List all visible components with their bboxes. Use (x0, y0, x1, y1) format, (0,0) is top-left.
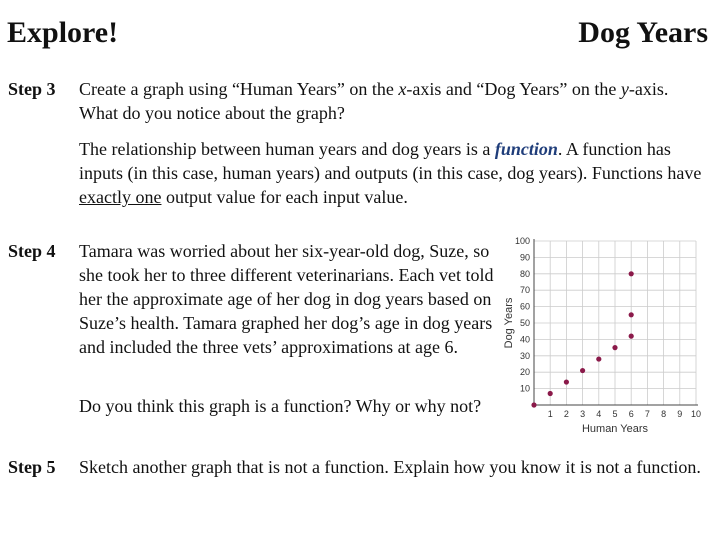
y-tick-label: 80 (519, 268, 530, 279)
y-tick-label: 90 (519, 252, 530, 263)
step-3-text-a: Create a graph using “Human Years” on the (79, 79, 399, 99)
x-tick-label: 10 (690, 409, 702, 419)
data-point (629, 334, 634, 339)
step-4-text: Tamara was worried about her six-year-old dog, Suze, so she took her to three different veterinarians. Each vet told her the approximate age of her dog in dog years based on Suze’s health. Tamara graphed her dog’s age in dog years and included the three vets’ approximations at age 6. (79, 241, 494, 357)
step-4-question: Do you think this graph is a function? Why or why not? (79, 396, 482, 416)
y-tick-label: 50 (519, 318, 530, 328)
data-point (531, 402, 536, 407)
data-point (612, 345, 617, 350)
x-axis-title: Human Years (581, 423, 649, 435)
step-3-text-b: -axis and “Dog Years” on the (406, 79, 621, 99)
step-4-label: Step 4 (8, 241, 56, 261)
function-term: function (494, 139, 558, 159)
step-5-text: Sketch another graph that is not a function. Explain how you know it is not a function. (79, 457, 701, 477)
step-3-explanation (79, 137, 714, 209)
data-point (564, 379, 569, 384)
y-tick-label: 40 (519, 334, 530, 345)
y-tick-label: 70 (519, 285, 530, 296)
data-point (548, 391, 553, 396)
page-title: Explore! (7, 16, 119, 49)
y-axis-title: Dog Years (503, 297, 515, 349)
x-variable: x (398, 79, 407, 99)
step-3-expl-c: output value for each input value. (161, 187, 408, 207)
y-tick-label: 100 (514, 236, 530, 246)
dog-years-scatter-chart (498, 232, 708, 437)
x-tick-label: 2 (563, 409, 569, 419)
x-tick-label: 9 (677, 409, 683, 419)
step-3-expl-a: The relationship between human years and dog years is a (79, 139, 495, 159)
y-variable: y (620, 79, 629, 99)
exactly-one-emphasis: exactly one (79, 187, 162, 207)
step-3-label: Step 3 (8, 79, 56, 99)
data-point (629, 271, 634, 276)
step-3-expl-b: . A function has inputs (in this case, human years) and outputs (in this case, dog years). Functions have (79, 139, 702, 183)
step-5-label: Step 5 (8, 457, 56, 477)
x-tick-label: 3 (580, 409, 586, 419)
data-point (629, 312, 634, 317)
x-tick-label: 6 (628, 409, 634, 419)
x-tick-label: 1 (547, 409, 553, 419)
x-tick-label: 4 (596, 409, 602, 419)
y-tick-label: 60 (519, 301, 530, 312)
step-3-prompt (79, 77, 694, 125)
x-tick-label: 5 (612, 409, 618, 419)
y-tick-label: 10 (519, 383, 530, 394)
data-point (580, 368, 585, 373)
data-point (596, 356, 601, 361)
step-3-text-c: -axis. What do you notice about the graph? (79, 79, 669, 123)
x-tick-label: 8 (661, 409, 667, 419)
y-tick-label: 30 (519, 350, 530, 361)
x-tick-label: 7 (644, 409, 650, 419)
page-heading-dog-years: Dog Years (578, 16, 708, 49)
y-tick-label: 20 (519, 367, 530, 378)
